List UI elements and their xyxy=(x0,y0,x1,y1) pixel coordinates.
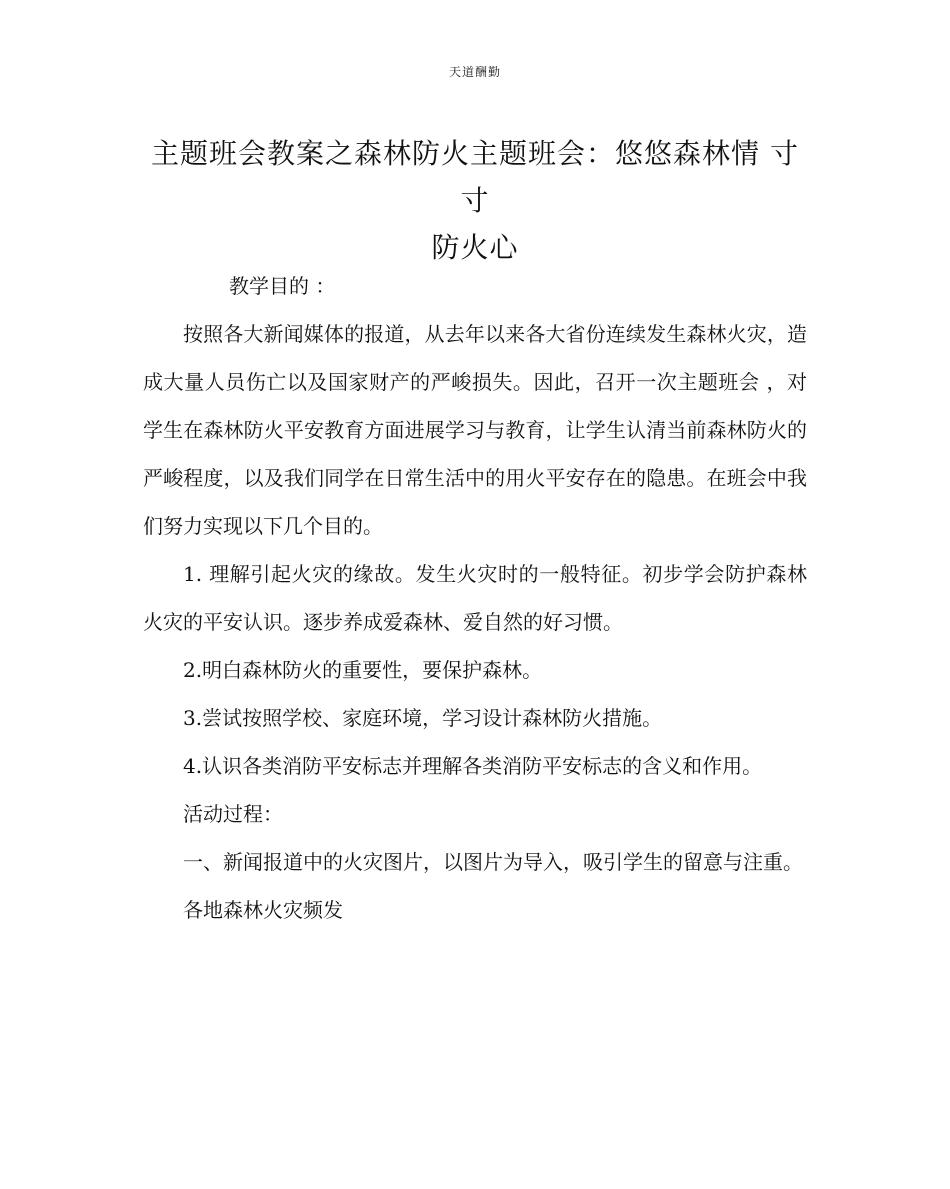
goal-item-2: 2.明白森林防火的重要性，要保护森林。 xyxy=(183,658,543,682)
document-body xyxy=(143,262,807,934)
goal-item-3: 3.尝试按照学校、家庭环境，学习设计森林防火措施。 xyxy=(183,706,663,730)
title-line-2: 防火心 xyxy=(431,231,519,264)
subheading-forest-fires: 各地森林火灾频发 xyxy=(183,898,343,922)
section-heading-activity-process: 活动过程： xyxy=(183,802,283,826)
activity-step-1: 一、新闻报道中的火灾图片，以图片为导入，吸引学生的留意与注重。 xyxy=(183,850,803,874)
goal-item-4: 4.认识各类消防平安标志并理解各类消防平安标志的含义和作用。 xyxy=(183,754,763,778)
paragraph-intro: 按照各大新闻媒体的报道，从去年以来各大省份连续发生森林火灾，造成大量人员伤亡以及国家财产的严峻损失。因此，召开一次主题班会 ，对学生在森林防火平安教育方面进展学习与教育，让学生认清当前森林防火的严峻程度，以及我们同学在日常生活中的用火平安存在的隐患。在班会中我们努力实现以下几个目的。 xyxy=(143,322,807,538)
document-title xyxy=(140,130,810,271)
page-header: 天道酬勤 xyxy=(448,65,501,79)
goal-item-1: 1. 理解引起火灾的缘故。发生火灾时的一般特征。初步学会防护森林火灾的平安认识。逐步养成爱森林、爱自然的好习惯。 xyxy=(143,562,807,634)
title-line-1: 主题班会教案之森林防火主题班会：悠悠森林情 寸寸 xyxy=(151,137,799,217)
section-heading-teaching-goals: 教学目的 ： xyxy=(229,274,336,298)
